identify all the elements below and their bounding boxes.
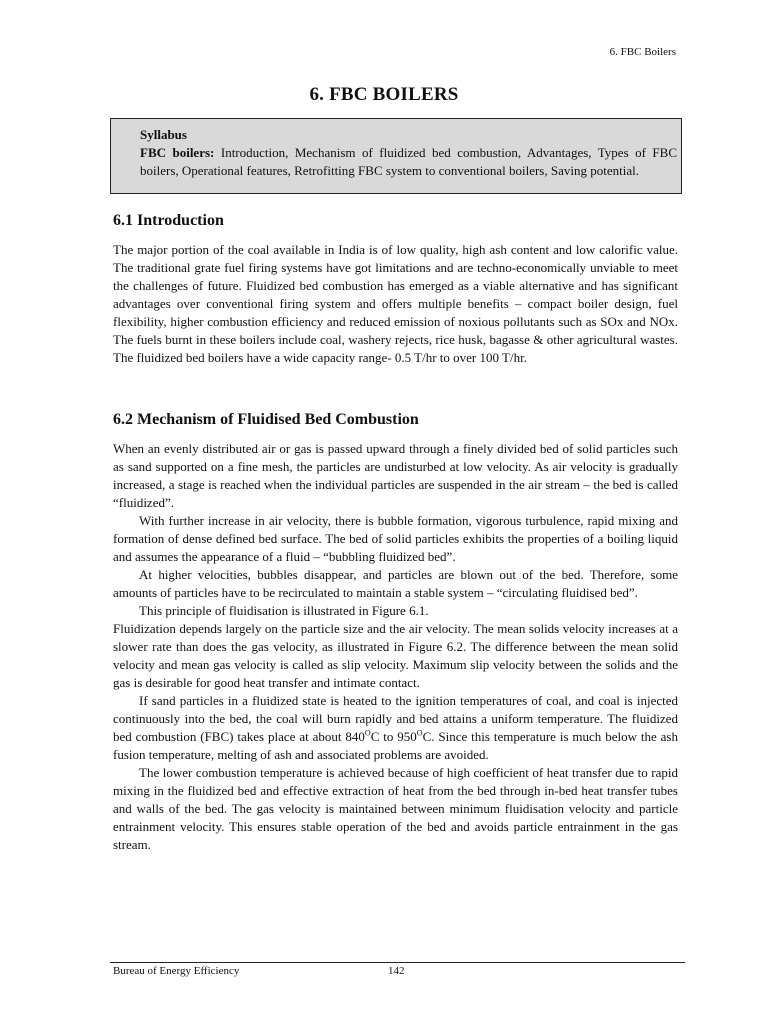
footer-page-number: 142 xyxy=(388,965,405,977)
footer-organization: Bureau of Energy Efficiency xyxy=(113,965,240,977)
section-heading-introduction: 6.1 Introduction xyxy=(113,212,224,229)
introduction-body xyxy=(113,241,678,367)
p6-superscript-2: O xyxy=(416,728,423,738)
chapter-title: 6. FBC BOILERS xyxy=(309,84,459,105)
syllabus-label: FBC boilers: xyxy=(140,145,215,160)
section-heading-mechanism: 6.2 Mechanism of Fluidised Bed Combustion xyxy=(113,411,419,428)
mechanism-paragraph-4: This principle of fluidisation is illustrated in Figure 6.1. xyxy=(139,603,429,618)
p6-superscript-1: O xyxy=(364,728,371,738)
mechanism-paragraph-7: The lower combustion temperature is achieved because of high coefficient of heat transfer due to rapid mixing in the fluidized bed and effective extraction of heat from the bed through in-bed heat transfer tubes and walls of the bed. The gas velocity is maintained between minimum fluidisation velocity and particle entrainment velocity. This ensures stable operation of the bed and avoids particle entrainment in the gas stream. xyxy=(113,765,678,852)
mechanism-paragraph-6 xyxy=(113,692,678,764)
mechanism-body xyxy=(113,440,678,854)
p6-part-c: C. Since this temperature is much below the ash fusion temperature, melting of ash and associated problems are avoided. xyxy=(113,729,678,762)
mechanism-paragraph-1: When an evenly distributed air or gas is passed upward through a finely divided bed of solid particles such as sand supported on a fine mesh, the particles are undisturbed at low velocity. As air velocity is gradually increased, a stage is reached when the individual particles are suspended in the air stream – the bed is called “fluidized”. xyxy=(113,441,678,510)
mechanism-paragraph-3: At higher velocities, bubbles disappear, and particles are blown out of the bed. Therefore, some amounts of particles have to be recirculated to maintain a stable system – “circulating fluidised bed”. xyxy=(113,567,678,600)
running-header: 6. FBC Boilers xyxy=(609,46,676,58)
syllabus-content xyxy=(140,126,677,180)
p6-part-a: If sand particles in a fluidized state is heated to the ignition temperatures of coal, and coal is injected continuously into the bed, the coal will burn rapidly and bed attains a uniform temperature. The fluidized bed combustion (FBC) takes place at about 840 xyxy=(113,693,678,744)
footer-divider xyxy=(110,962,685,963)
syllabus-heading: Syllabus xyxy=(140,127,187,142)
mechanism-paragraph-5: Fluidization depends largely on the particle size and the air velocity. The mean solids velocity increases at a slower rate than does the gas velocity, as illustrated in Figure 6.2. The difference between the mean solid velocity and mean gas velocity is called as slip velocity. Maximum slip velocity between the solids and the gas is desirable for good heat transfer and intimate contact. xyxy=(113,621,678,690)
syllabus-text-line xyxy=(140,144,677,180)
mechanism-paragraph-2: With further increase in air velocity, there is bubble formation, vigorous turbulence, rapid mixing and formation of dense defined bed surface. The bed of solid particles exhibits the properties of a boiling liquid and assumes the appearance of a fluid – “bubbling fluidized bed”. xyxy=(113,513,678,564)
p6-part-b: C to 950 xyxy=(370,729,417,744)
syllabus-text: Introduction, Mechanism of fluidized bed combustion, Advantages, Types of FBC boilers, Operational features, Retrofitting FBC system to conventional boilers, Saving potential. xyxy=(140,145,677,178)
syllabus-box xyxy=(110,118,682,194)
introduction-paragraph: The major portion of the coal available in India is of low quality, high ash content and low calorific value. The traditional grate fuel firing systems have got limitations and are techno-economically unviable to meet the challenges of future. Fluidized bed combustion has emerged as a viable alternative and has significant advantages over conventional firing system and offers multiple benefits – compact boiler design, fuel flexibility, higher combustion efficiency and reduced emission of noxious pollutants such as SOx and NOx. The fuels burnt in these boilers include coal, washery rejects, rice husk, bagasse & other agricultural wastes. The fluidized bed boilers have a wide capacity range- 0.5 T/hr to over 100 T/hr. xyxy=(113,242,678,365)
